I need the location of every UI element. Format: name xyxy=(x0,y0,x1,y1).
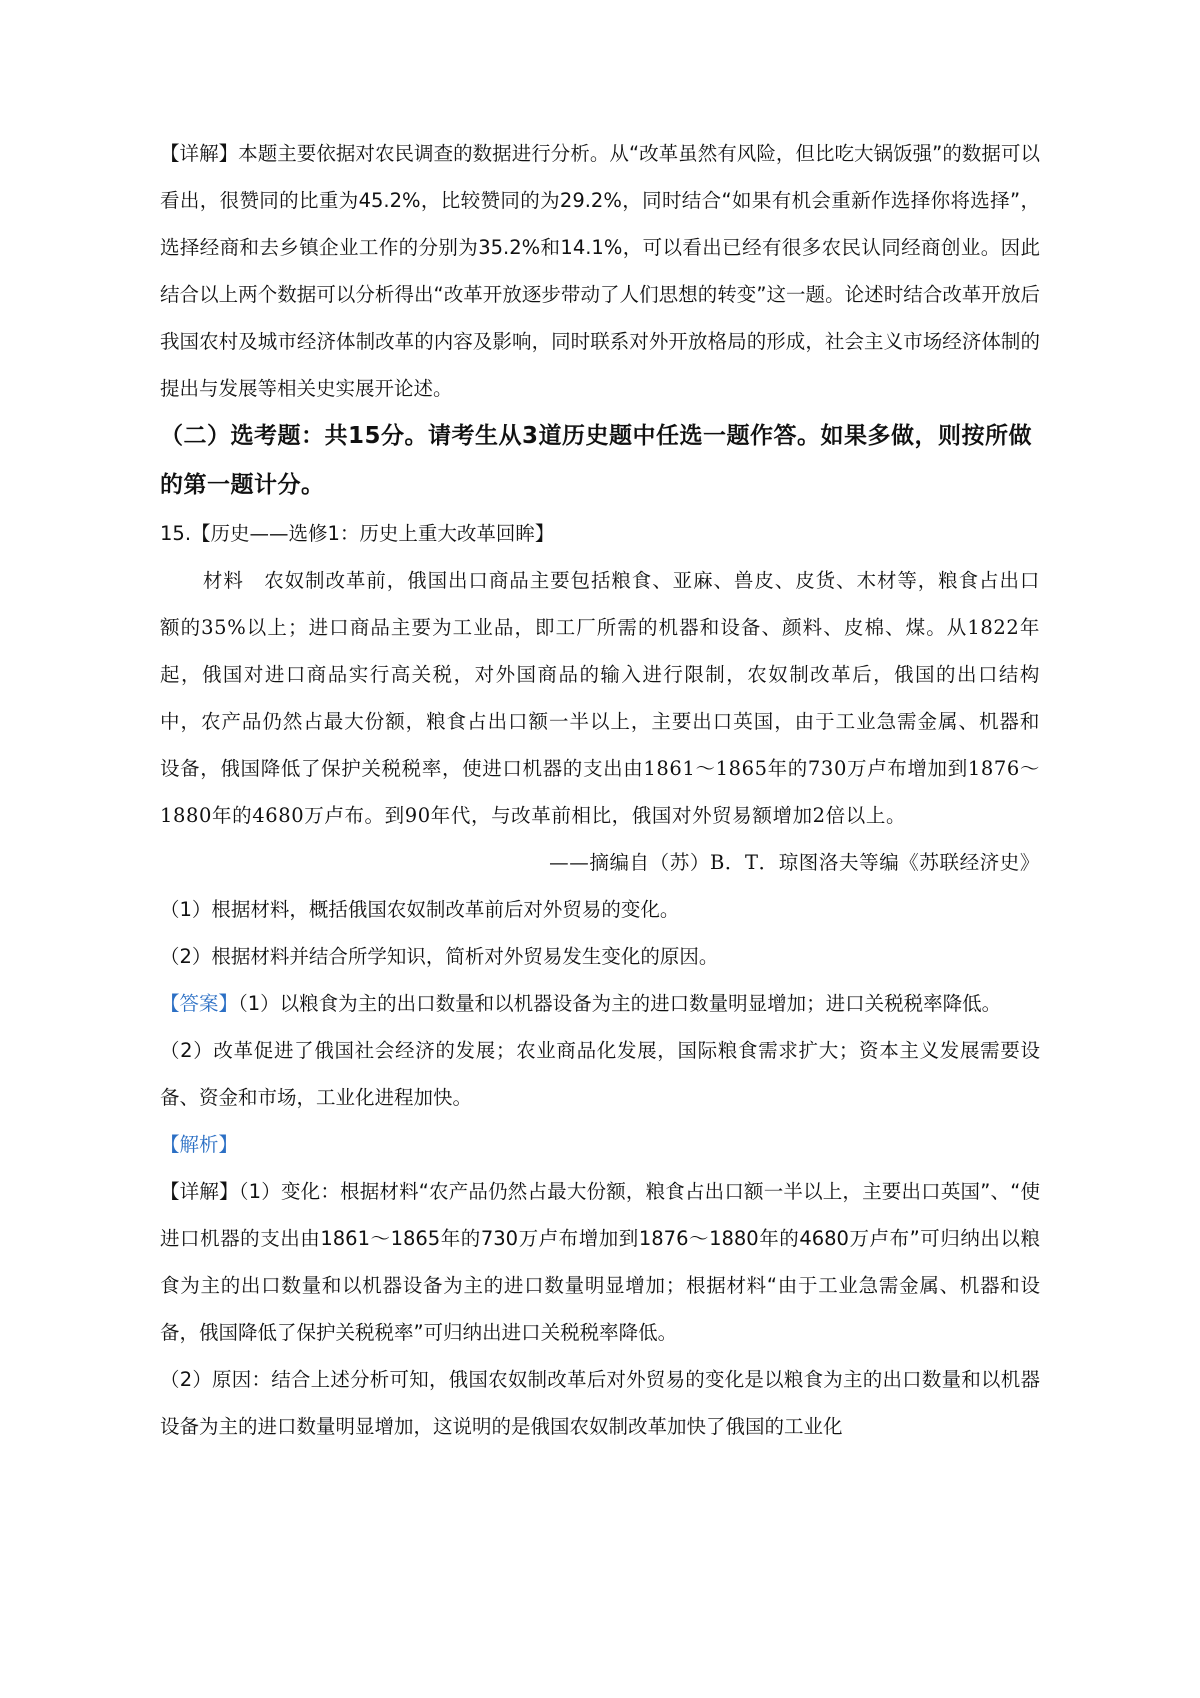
analysis-part-2: （2）原因：结合上述分析可知，俄国农奴制改革后对外贸易的变化是以粮食为主的出口数量和以机器设备为主的进口数量明显增加，这说明的是俄国农奴制改革加快了俄国的工业化 xyxy=(160,1368,1040,1438)
question-title: 15.【历史——选修1：历史上重大改革回眸】 xyxy=(160,522,555,545)
answer-paragraph-1 xyxy=(160,980,1040,1027)
intro-detail-text: 本题主要依据对农民调查的数据进行分析。从“改革虽然有风险，但比吃大锅饭强”的数据可以看出，很赞同的比重为45.2%，比较赞同的为29.2%，同时结合“如果有机会重新作选择你将选择”，选择经商和去乡镇企业工作的分别为35.2%和14.1%，可以看出已经有很多农民认同经商创业。因此结合以上两个数据可以分析得出“改革开放逐步带动了人们思想的转变”这一题。论述时结合改革开放后我国农村及城市经济体制改革的内容及影响，同时联系对外开放格局的形成，社会主义市场经济体制的提出与发展等相关史实展开论述。 xyxy=(160,142,1040,400)
sub-question-2: （2）根据材料并结合所学知识，简析对外贸易发生变化的原因。 xyxy=(160,945,719,968)
material-label: 材料 农奴制改革前， xyxy=(202,569,408,592)
answer-part-1: （1）以粮食为主的出口数量和以机器设备为主的进口数量明显增加；进口关税税率降低。 xyxy=(238,992,1002,1015)
material-paragraph xyxy=(160,557,1040,839)
analysis-part-1: （1）变化：根据材料“农产品仍然占最大份额，粮食占出口额一半以上，主要出口英国”、“使进口机器的支出由1861～1865年的730万卢布增加到1876～1880年的4680万卢布”可归纳出以粮食为主的出口数量和以机器设备为主的进口数量明显增加；根据材料“由于工业急需金属、机器和设备，俄国降低了保护关税税率”可归纳出进口关税税率降低。 xyxy=(160,1180,1040,1344)
analysis-label: 【解析】 xyxy=(160,1133,239,1156)
elective-section-heading: （二）选考题：共15分。请考生从3道历史题中任选一题作答。如果多做，则按所做的第一题计分。 xyxy=(160,423,1033,498)
detail-label: 【详解】 xyxy=(160,142,239,165)
answer-part-2: （2）改革促进了俄国社会经济的发展；农业商品化发展，国际粮食需求扩大；资本主义发展需要设备、资金和市场，工业化进程加快。 xyxy=(160,1039,1040,1109)
material-citation: ——摘编自（苏）B．T．琼图洛夫等编《苏联经济史》 xyxy=(549,851,1040,874)
intro-detail-paragraph xyxy=(160,130,1040,412)
document-page xyxy=(160,130,1040,1450)
material-text: 俄国出口商品主要包括粮食、亚麻、兽皮、皮货、木材等，粮食占出口额的35%以上；进口商品主要为工业品，即工厂所需的机器和设备、颜料、皮棉、煤。从1822年起，俄国对进口商品实行高关税，对外国商品的输入进行限制，农奴制改革后，俄国的出口结构中，农产品仍然占最大份额，粮食占出口额一半以上，主要出口英国，由于工业急需金属、机器和设备，俄国降低了保护关税税率，使进口机器的支出由1861～1865年的730万卢布增加到1876～1880年的4680万卢布。到90年代，与改革前相比，俄国对外贸易额增加2倍以上。 xyxy=(160,569,1040,827)
analysis-detail-label: 【详解】 xyxy=(160,1180,239,1203)
analysis-paragraph-1 xyxy=(160,1168,1040,1356)
answer-label: 【答案】 xyxy=(160,992,239,1015)
sub-question-1: （1）根据材料，概括俄国农奴制改革前后对外贸易的变化。 xyxy=(160,898,680,921)
